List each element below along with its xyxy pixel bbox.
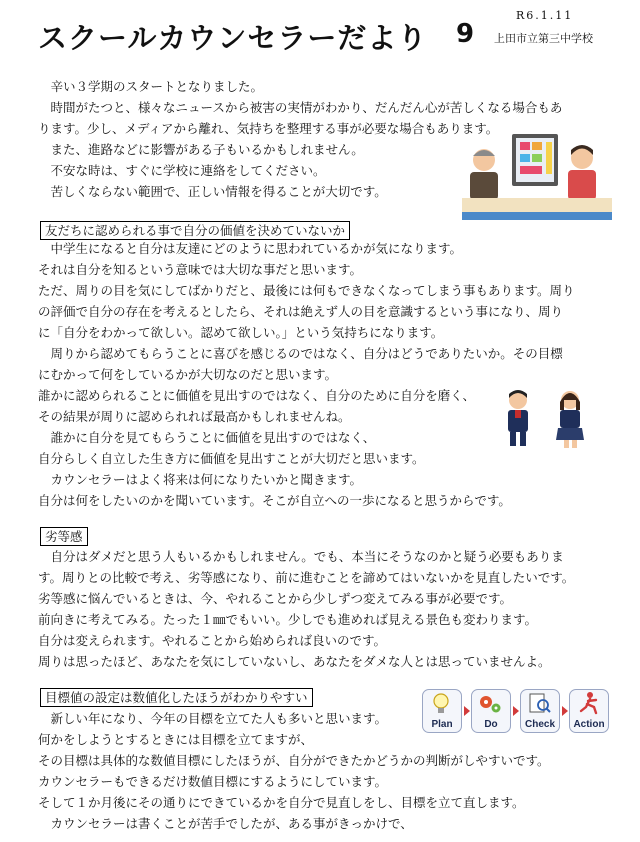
intro-line: 時間がたつと、様々なニュースから被害の実情がわかり、だんだん心が苦しくなる場合もあ bbox=[38, 100, 563, 115]
news-broadcast-illustration bbox=[462, 128, 612, 226]
section1-line: 誰かに自分を見てもらうことに価値を見出すのではなく、 bbox=[38, 430, 376, 445]
section1-line: それは自分を知るという意味では大切な事だと思います。 bbox=[38, 262, 363, 277]
newsletter-title: スクールカウンセラーだより bbox=[38, 21, 428, 55]
section3-line: そして１か月後にその通りにできているかを自分で見直しをし、目標を立て直します。 bbox=[38, 795, 525, 810]
pdca-cycle-diagram bbox=[422, 689, 605, 735]
section2-line: 前向きに考えてみる。たった１㎜でもいい。少しでも進めれば見える景色も変わります。 bbox=[38, 612, 538, 627]
intro-line: 不安な時は、すぐに学校に連絡をしてください。 bbox=[38, 163, 326, 178]
section3-line: カウンセラーもできるだけ数値目標にするようにしています。 bbox=[38, 774, 388, 789]
pdca-label: Do bbox=[484, 719, 498, 730]
intro-line: 辛い３学期のスタートとなりました。 bbox=[38, 79, 264, 94]
section1-line: ただ、周りの目を気にしてばかりだと、最後には何もできなくなってしまう事もあります。周り bbox=[38, 283, 575, 298]
pdca-label: Check bbox=[524, 719, 555, 730]
pdca-step-plan bbox=[422, 689, 462, 733]
lightbulb-icon bbox=[423, 690, 460, 718]
magnifier-document-icon bbox=[521, 690, 558, 718]
section2-line: 自分は変えられます。やれることから始められば良いのです。 bbox=[38, 633, 387, 648]
pdca-label: Action bbox=[573, 719, 605, 730]
section1-line: その結果が周りに認められれば最高かもしれませんね。 bbox=[38, 409, 351, 424]
running-person-icon bbox=[570, 690, 607, 718]
section2-line: 周りは思ったほど、あなたを気にしていないし、あなたをダメな人とは思っていませんよ。 bbox=[38, 654, 551, 669]
intro-line: ります。少し、メディアから離れ、気持ちを整理する事が必要な場合もあります。 bbox=[38, 121, 499, 136]
section3-line: 新しい年になり、今年の目標を立てた人も多いと思います。 bbox=[38, 711, 388, 726]
students-walking-illustration bbox=[488, 388, 608, 450]
gears-icon bbox=[472, 690, 509, 718]
section-heading-recognition: 友だちに認められる事で自分の価値を決めていないか bbox=[40, 221, 350, 240]
intro-line: 苦しくならない範囲で、正しい情報を得ることが大切です。 bbox=[38, 184, 387, 199]
section1-line: の評価で自分の存在を考えるとしたら、それは絶えず人の目を意識するという事になり、周り bbox=[38, 304, 564, 319]
pdca-step-action bbox=[569, 689, 609, 733]
section2-line: 劣等感に悩んでいるときは、今、やれることから少しずつ変えてみる事が必要です。 bbox=[38, 591, 513, 606]
section2-line: す。周りとの比較で考え、劣等感になり、前に進むことを諦めてはいないかを見直したいです。 bbox=[38, 570, 575, 585]
section2-line: 自分はダメだと思う人もいるかもしれません。でも、本当にそうなのかと疑う必要もありま bbox=[38, 549, 564, 564]
section-heading-goals: 目標値の設定は数値化したほうがわかりやすい bbox=[40, 688, 313, 707]
arrow-right-icon bbox=[464, 706, 470, 716]
issue-date: R6.1.11 bbox=[516, 9, 574, 22]
section1-line: 自分は何をしたいのかを聞いています。そこが自立への一歩になると思うからです。 bbox=[38, 493, 511, 508]
issue-number: 9 bbox=[456, 19, 475, 49]
section1-line: 誰かに認められることに価値を見出すのではなく、自分のために自分を磨く、 bbox=[38, 388, 476, 403]
section1-line: 周りから認めてもらうことに喜びを感じるのではなく、自分はどうでありたいか。その目標 bbox=[38, 346, 563, 361]
arrow-right-icon bbox=[513, 706, 519, 716]
section1-line: に「自分をわかって欲しい。認めて欲しい。」という気持ちになります。 bbox=[38, 325, 444, 340]
intro-line: また、進路などに影響がある子もいるかもしれません。 bbox=[38, 142, 364, 157]
arrow-right-icon bbox=[562, 706, 568, 716]
section-heading-inferiority: 劣等感 bbox=[40, 527, 88, 546]
section1-line: 自分らしく自立した生き方に価値を見出すことが大切だと思います。 bbox=[38, 451, 425, 466]
section1-line: 中学生になると自分は友達にどのように思われているかが気になります。 bbox=[38, 241, 463, 256]
pdca-step-check bbox=[520, 689, 560, 733]
section1-line: カウンセラーはよく将来は何になりたいかと聞きます。 bbox=[38, 472, 363, 487]
school-name: 上田市立第三中学校 bbox=[494, 32, 593, 45]
pdca-label: Plan bbox=[431, 719, 453, 730]
section3-line: 何かをしようとするときには目標を立てますが、 bbox=[38, 732, 314, 747]
section3-line: その目標は具体的な数値目標にしたほうが、自分ができたかどうかの判断がしやすいです。 bbox=[38, 753, 550, 768]
section3-line: カウンセラーは書くことが苦手でしたが、ある事がきっかけで、 bbox=[38, 816, 413, 831]
section1-line: にむかって何をしているかが大切なのだと思います。 bbox=[38, 367, 338, 382]
pdca-step-do bbox=[471, 689, 511, 733]
